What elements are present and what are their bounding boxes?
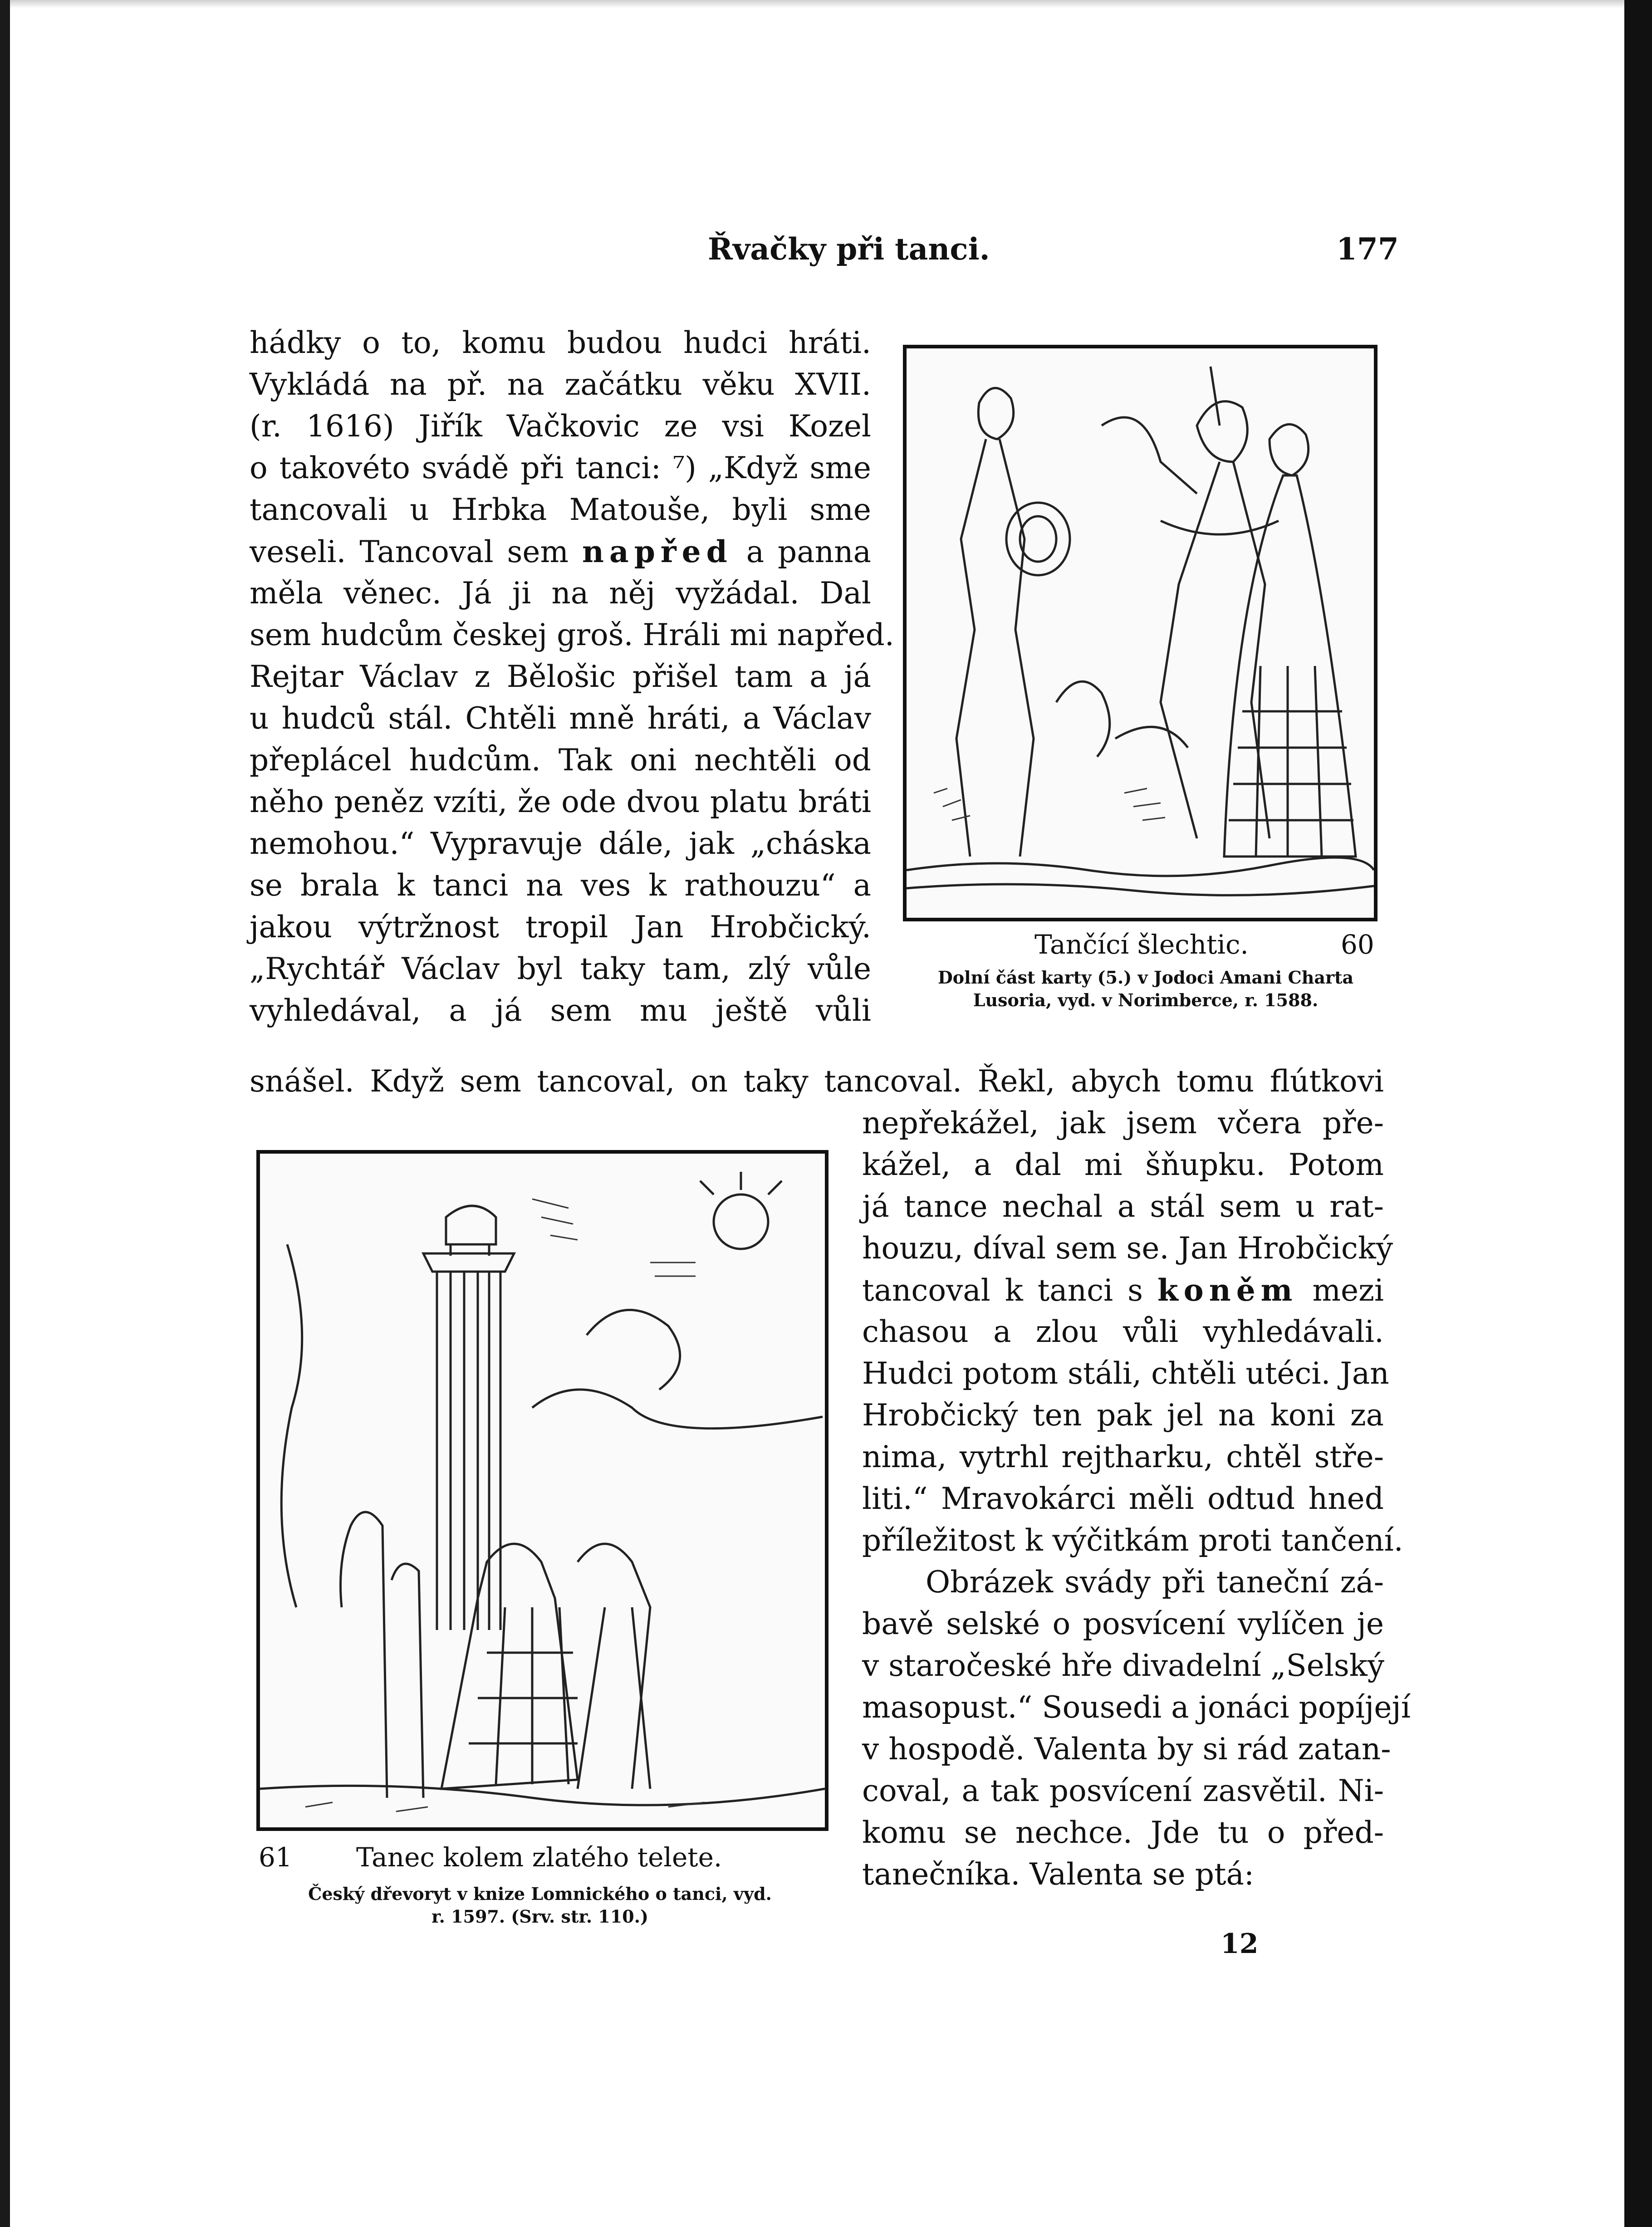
figure-60-number: 60 [1341,929,1374,960]
text-line: něho peněz vzíti, že ode dvou platu bráti [250,784,871,819]
text-line: nemohou.“ Vypravuje dále, jak „cháska [250,826,871,861]
text-line: hádky o to, komu budou hudci hráti. [250,325,871,360]
figure-60-caption: Tančící šlechtic. [1034,929,1249,960]
text-segment: tancoval k tanci s [862,1273,1143,1308]
text-line: Obrázek svády při taneční zá- [926,1565,1384,1600]
text-line: coval, a tak posvícení zasvětil. Ni- [862,1773,1384,1808]
text-line: snášel. Když sem tancoval, on taky tancoval. Řekl, abych tomu flútkovi [250,1064,1384,1099]
text-line: měla věnec. Já ji na něj vyžádal. Dal [250,576,871,611]
text-line: jakou výtržnost tropil Jan Hrobčický. [250,910,871,945]
text-line: tancovali u Hrbka Matouše, byli sme [250,492,871,527]
text-line: liti.“ Mravokárci měli odtud hned [862,1481,1384,1516]
text-line: sem hudcům českej groš. Hráli mi napřed. [250,617,894,652]
text-line: chasou a zlou vůli vyhledávali. [862,1314,1384,1349]
figure-61-source [254,1883,826,1928]
text-line: Vykládá na př. na začátku věku XVII. [250,367,871,402]
figure-61-woodcut [256,1150,828,1831]
text-line: kážel, a dal mi šňupku. Potom [862,1147,1384,1182]
text-line: o takovéto svádě při tanci: ⁷) „Když sme [250,450,871,485]
text-line: vyhledával, a já sem mu ještě vůli [250,993,871,1028]
text-line: houzu, díval sem se. Jan Hrobčický [862,1231,1393,1266]
figure-61-number: 61 [259,1842,292,1873]
text-segment: veseli. Tancoval sem [250,534,569,569]
dancing-nobleman-illustration [907,348,1374,918]
figure-60-source [898,966,1393,1012]
text-line: v hospodě. Valenta by si rád zatan- [862,1732,1391,1767]
text-line: nepřekážel, jak jsem včera pře- [862,1106,1384,1140]
golden-calf-dance-illustration [260,1154,825,1827]
text-line: Rejtar Václav z Bělošic přišel tam a já [250,659,871,694]
text-line: já tance nechal a stál sem u rat- [862,1189,1384,1224]
spaced-word: koněm [1157,1273,1298,1308]
text-line [862,1269,1384,1311]
text-segment: a panna [746,534,871,569]
scan-edge-right [1624,0,1652,2227]
text-line: bavě selské o posvícení vylíčen je [862,1606,1384,1641]
text-line: příležitost k výčitkám proti tančení. [862,1523,1403,1558]
text-line: u hudců stál. Chtěli mně hráti, a Václav [250,701,871,736]
figure-61-caption: Tanec kolem zlatého telete. [356,1842,722,1873]
text-line: komu se nechce. Jde tu o před- [862,1815,1384,1850]
text-line: (r. 1616) Jiřík Vačkovic ze vsi Kozel [250,409,871,444]
text-line: nima, vytrhl rejtharku, chtěl stře- [862,1439,1384,1474]
source-line: Lusoria, vyd. v Norimberce, r. 1588. [973,990,1319,1010]
text-line: masopust.“ Sousedi a jonáci popíjejí [862,1690,1411,1725]
page-number: 177 [1336,231,1399,267]
running-header-title: Řvačky při tanci. [708,231,990,267]
source-line: Dolní část karty (5.) v Jodoci Amani Charta [937,967,1354,988]
text-line: tanečníka. Valenta se ptá: [862,1857,1255,1892]
spaced-word: napřed [582,534,733,569]
source-line: r. 1597. (Srv. str. 110.) [431,1906,648,1927]
text-line: se brala k tanci na ves k rathouzu“ a [250,868,871,903]
text-segment: mezi [1312,1273,1384,1308]
text-line: „Rychtář Václav byl taky tam, zlý vůle [250,951,871,986]
text-line: v staročeské hře divadelní „Selský [862,1648,1385,1683]
scan-edge-top [10,0,1624,8]
text-line: Hrobčický ten pak jel na koni za [862,1398,1384,1433]
text-line: Hudci potom stáli, chtěli utéci. Jan [862,1356,1389,1391]
text-line [250,531,871,573]
signature-mark: 12 [1221,1928,1259,1960]
source-line: Český dřevoryt v knize Lomnického o tanci, vyd. [308,1884,772,1904]
figure-60-woodcut [903,345,1377,921]
text-line: přeplácel hudcům. Tak oni nechtěli od [250,743,871,778]
scan-edge-left [0,0,10,2227]
